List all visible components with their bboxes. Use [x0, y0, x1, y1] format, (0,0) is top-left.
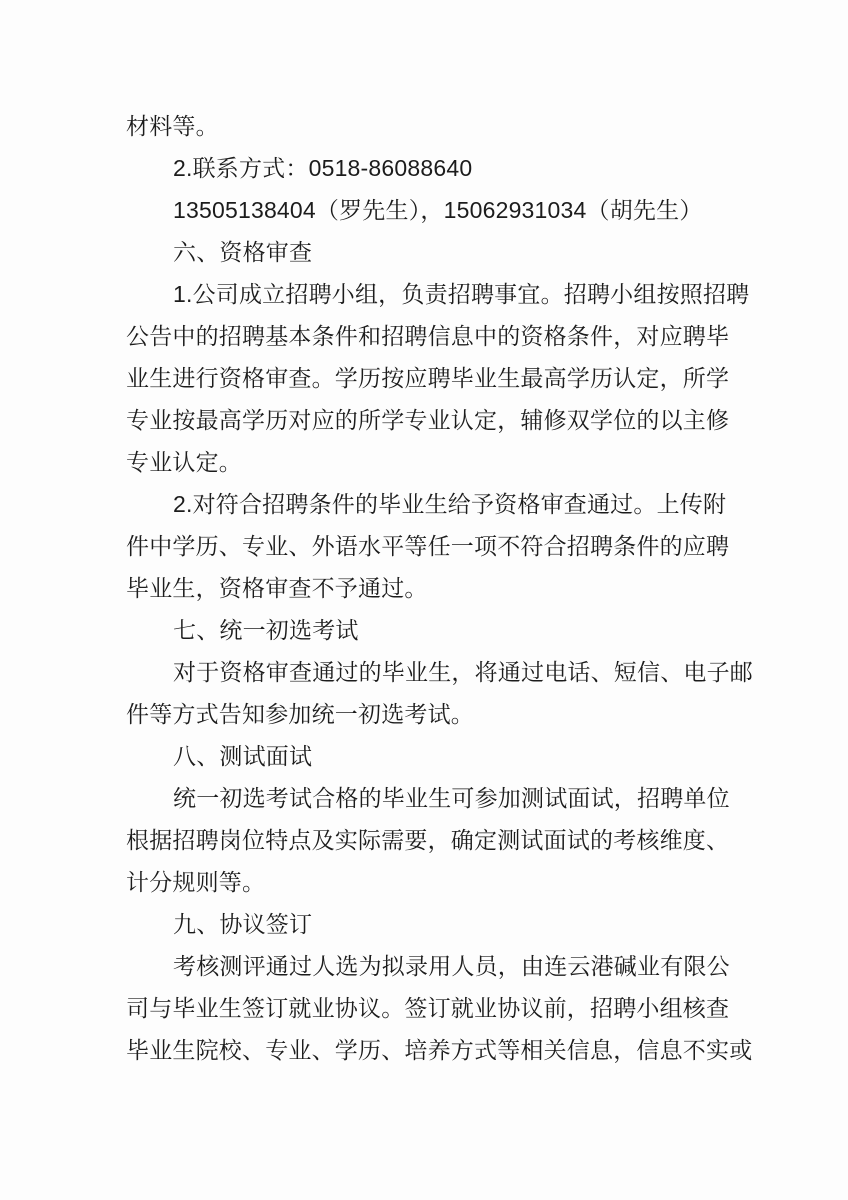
- section-heading: [126, 735, 746, 777]
- text-line: 13505138404（罗先生），15062931034（胡先生）: [173, 197, 703, 223]
- section-heading: [126, 903, 746, 945]
- paragraph: [126, 483, 746, 609]
- text-line: 对于资格审查通过的毕业生，将通过电话、短信、电子邮: [173, 659, 753, 685]
- text-line: 业生进行资格审查。学历按应聘毕业生最高学历认定，所学: [126, 365, 730, 391]
- document-content: [126, 105, 753, 1071]
- paragraph: [126, 105, 746, 147]
- text-line: 专业认定。: [126, 449, 242, 475]
- text-line: 件等方式告知参加统一初选考试。: [126, 701, 474, 727]
- paragraph: [126, 777, 746, 903]
- paragraph: [126, 147, 746, 189]
- text-line: 2.对符合招聘条件的毕业生给予资格审查通过。上传附: [173, 491, 727, 517]
- text-line: 1.公司成立招聘小组，负责招聘事宜。招聘小组按照招聘: [173, 281, 750, 307]
- text-line: 件中学历、专业、外语水平等任一项不符合招聘条件的应聘: [126, 533, 730, 559]
- text-line: 毕业生，资格审查不予通过。: [126, 575, 428, 601]
- text-line: 考核测评通过人选为拟录用人员，由连云港碱业有限公: [173, 953, 730, 979]
- text-line: 统一初选考试合格的毕业生可参加测试面试，招聘单位: [173, 785, 730, 811]
- text-line: 材料等。: [126, 113, 219, 139]
- text-line: 司与毕业生签订就业协议。签订就业协议前，招聘小组核查: [126, 995, 730, 1021]
- text-line: 九、协议签订: [173, 911, 313, 937]
- paragraph: [126, 273, 750, 483]
- text-line: 计分规则等。: [126, 869, 266, 895]
- text-line: 2.联系方式：0518-86088640: [173, 155, 473, 181]
- text-line: 专业按最高学历对应的所学专业认定，辅修双学位的以主修: [126, 407, 730, 433]
- text-line: 八、测试面试: [173, 743, 313, 769]
- paragraph: [126, 651, 753, 735]
- text-line: 七、统一初选考试: [173, 617, 359, 643]
- paragraph: [126, 189, 746, 231]
- text-line: 六、资格审查: [173, 239, 313, 265]
- section-heading: [126, 609, 746, 651]
- text-line: 根据招聘岗位特点及实际需要，确定测试面试的考核维度、: [126, 827, 730, 853]
- text-line: 公告中的招聘基本条件和招聘信息中的资格条件，对应聘毕: [126, 323, 730, 349]
- section-heading: [126, 231, 746, 273]
- paragraph: [126, 945, 753, 1071]
- text-line: 毕业生院校、专业、学历、培养方式等相关信息，信息不实或: [126, 1037, 753, 1063]
